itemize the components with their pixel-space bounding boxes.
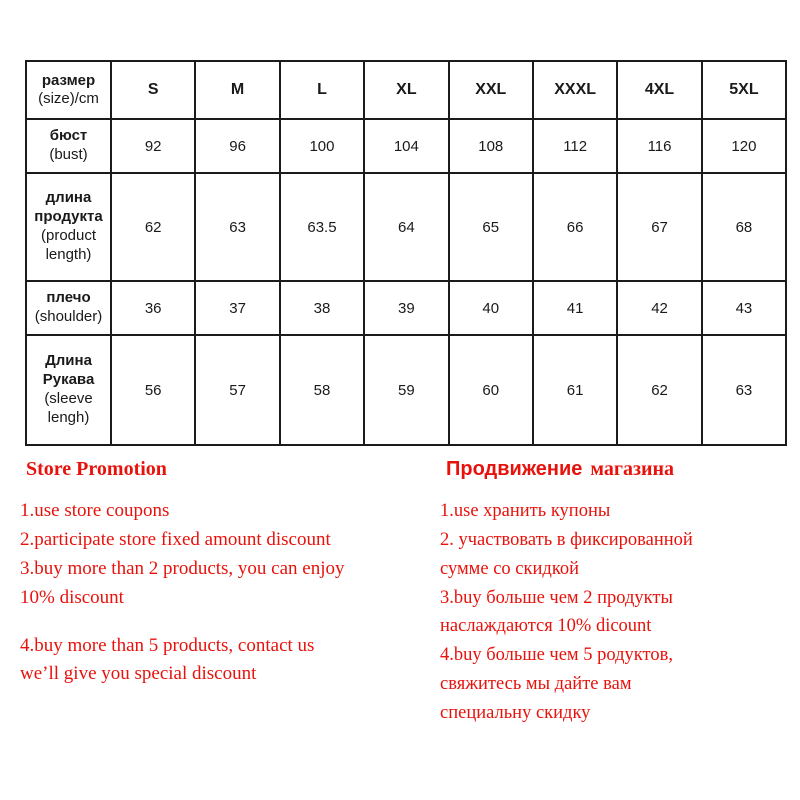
promo-ru-line-2: 2. участвовать в фиксированной [440, 529, 693, 550]
cell-bust-s: 92 [111, 119, 195, 173]
header-size-m: M [195, 61, 279, 119]
store-promotion-russian-title [446, 458, 785, 481]
cell-product-length-m: 63 [195, 173, 279, 281]
cell-product-length-xl: 64 [364, 173, 448, 281]
store-promotion-russian-title-part1: Продвижение [446, 458, 583, 480]
store-promotion-english-lines [20, 497, 420, 689]
row-label-shoulder-ru: плечо [46, 289, 91, 307]
header-size-5xl: 5XL [702, 61, 786, 119]
cell-sleeve-length-5xl: 63 [702, 335, 786, 445]
cell-bust-5xl: 120 [702, 119, 786, 173]
cell-product-length-l: 63.5 [280, 173, 364, 281]
cell-sleeve-length-s: 56 [111, 335, 195, 445]
promo-ru-line-1: 1.use хранить купоны [440, 501, 611, 521]
table-header-row [26, 61, 786, 119]
header-size-l: L [280, 61, 364, 119]
promo-ru-line-8: специальну скидку [440, 703, 591, 724]
header-size-xl: XL [364, 61, 448, 119]
row-label-product-length-en-1: (product [40, 227, 97, 244]
row-label-shoulder-en: (shoulder) [34, 308, 103, 325]
cell-shoulder-m: 37 [195, 281, 279, 335]
cell-shoulder-5xl: 43 [702, 281, 786, 335]
table-row-sleeve-length [26, 335, 786, 445]
cell-product-length-4xl: 67 [617, 173, 701, 281]
promo-ru-line-7: свяжитесь мы дайте вам [440, 674, 632, 695]
cell-bust-xxxl: 112 [533, 119, 617, 173]
row-label-sleeve-length [26, 335, 111, 445]
cell-product-length-xxxl: 66 [533, 173, 617, 281]
store-promotion-russian-title-part2: магазина [590, 458, 675, 480]
cell-bust-4xl: 116 [617, 119, 701, 173]
store-promotion-english-block [20, 458, 420, 689]
header-size-label-en: (size)/cm [38, 90, 99, 107]
cell-bust-m: 96 [195, 119, 279, 173]
promo-en-line-5: 4.buy more than 5 products, contact us [20, 634, 315, 656]
table-row-bust [26, 119, 786, 173]
cell-shoulder-xxxl: 41 [533, 281, 617, 335]
row-label-bust-ru: бюст [49, 127, 88, 145]
cell-sleeve-length-l: 58 [280, 335, 364, 445]
cell-product-length-xxl: 65 [449, 173, 533, 281]
cell-shoulder-xxl: 40 [449, 281, 533, 335]
row-label-product-length-ru-1: длина [45, 189, 92, 207]
cell-sleeve-length-xxxl: 61 [533, 335, 617, 445]
store-promotion-russian-lines [440, 497, 785, 728]
promo-en-line-1: 1.use store coupons [20, 500, 170, 521]
cell-product-length-s: 62 [111, 173, 195, 281]
row-label-product-length-en-2: length) [45, 245, 92, 263]
store-promotion-russian-block [440, 458, 785, 728]
cell-shoulder-s: 36 [111, 281, 195, 335]
row-label-product-length [26, 173, 111, 281]
store-promotion-english-title: Store Promotion [26, 458, 167, 480]
row-label-bust [26, 119, 111, 173]
row-label-bust-en: (bust) [49, 146, 88, 163]
cell-bust-xl: 104 [364, 119, 448, 173]
row-label-sleeve-length-en-2: lengh) [47, 408, 90, 426]
promo-ru-line-3: сумме со скидкой [440, 558, 580, 579]
promo-ru-line-6: 4.buy больше чем 5 родуктов, [440, 645, 673, 666]
cell-shoulder-xl: 39 [364, 281, 448, 335]
row-label-sleeve-length-ru-2: Рукава [42, 371, 95, 389]
promo-en-line-4: 10% discount [20, 586, 124, 608]
promo-ru-line-4: 3.buy больше чем 2 продукты [440, 587, 673, 608]
header-size-4xl: 4XL [617, 61, 701, 119]
size-chart-table-container [25, 60, 785, 446]
row-label-sleeve-length-en-1: (sleeve [44, 390, 93, 407]
header-size-label-ru: размер [41, 71, 96, 89]
cell-sleeve-length-xxl: 60 [449, 335, 533, 445]
header-size-xxxl: XXXL [533, 61, 617, 119]
promo-en-line-6: we’ll give you special discount [20, 663, 257, 685]
header-size-s: S [111, 61, 195, 119]
table-row-product-length [26, 173, 786, 281]
row-label-shoulder [26, 281, 111, 335]
cell-shoulder-4xl: 42 [617, 281, 701, 335]
cell-product-length-5xl: 68 [702, 173, 786, 281]
cell-shoulder-l: 38 [280, 281, 364, 335]
row-label-sleeve-length-ru-1: Длина [45, 352, 92, 370]
promo-en-line-3: 3.buy more than 2 products, you can enjoy [20, 557, 345, 579]
cell-bust-l: 100 [280, 119, 364, 173]
header-size-xxl: XXL [449, 61, 533, 119]
cell-bust-xxl: 108 [449, 119, 533, 173]
size-chart-table [25, 60, 787, 446]
table-row-shoulder [26, 281, 786, 335]
header-size-label-cell [26, 61, 111, 119]
cell-sleeve-length-xl: 59 [364, 335, 448, 445]
row-label-product-length-ru-2: продукта [34, 208, 103, 226]
promo-en-line-2: 2.participate store fixed amount discount [20, 528, 331, 550]
promo-en-spacer [20, 613, 420, 632]
cell-sleeve-length-4xl: 62 [617, 335, 701, 445]
promo-ru-line-5: наслаждаются 10% dicount [440, 616, 652, 637]
cell-sleeve-length-m: 57 [195, 335, 279, 445]
